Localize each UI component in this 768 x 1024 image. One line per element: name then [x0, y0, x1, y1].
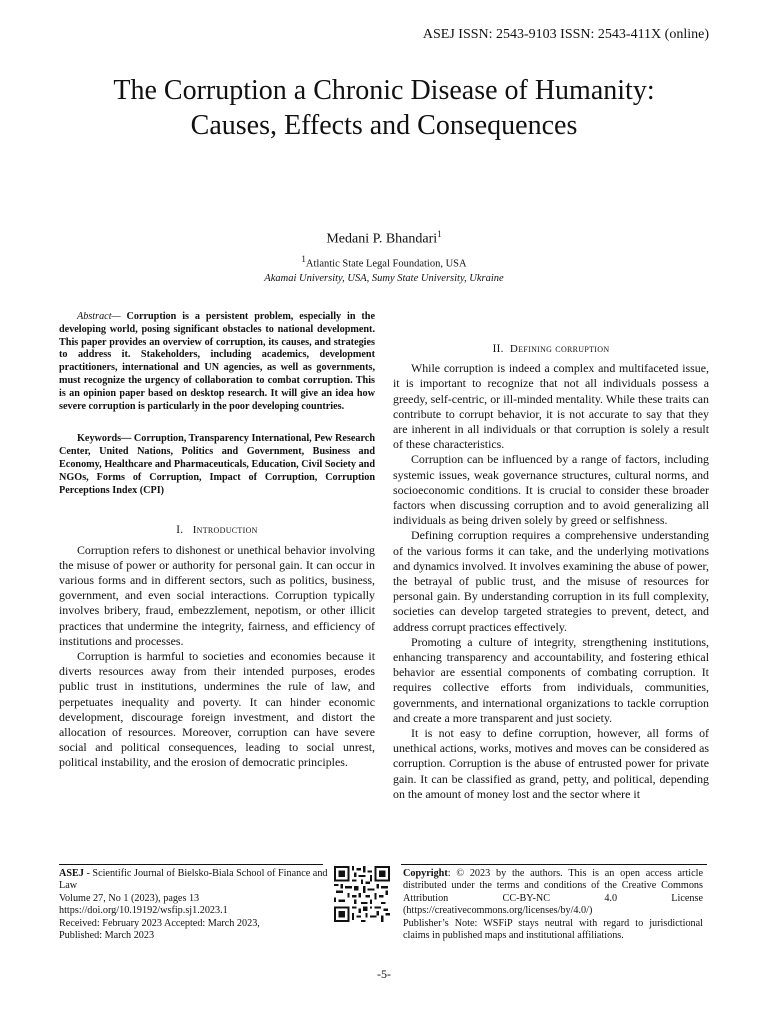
author-name: Medani P. Bhandari$^1$	[326, 229, 442, 247]
right-column	[393, 342, 709, 802]
issn-header: ASEJ ISSN: 2543-9103 ISSN: 2543-411X (online)	[422, 27, 709, 42]
paragraph: Promoting a culture of integrity, strengthening institutions, enhancing transparency and accountability, and fostering ethical behavior are essential components of combating corruption. It requires collective efforts from individuals, communities, governments, and international organizations to tackle corruption and create a more transparent and just society.	[393, 634, 709, 725]
publisher-note: Publisher’s Note: WSFiP stays neutral with regard to jurisdictional claims in published maps and institutional affiliations.	[403, 917, 703, 942]
paper-title	[40, 73, 728, 143]
paragraph: Corruption can be influenced by a range of factors, including systemic issues, weak governance structures, cultural norms, and socioeconomic conditions. It is crucial to consider these broader factors when discussing corruption and to avoid generalizing all individuals as being driven solely by greed or selfishness.	[393, 452, 709, 528]
section-heading-introduction: I. Introduction	[176, 524, 258, 537]
doi-link[interactable]: https://doi.org/10.19192/wsfip.sj1.2023.1	[59, 905, 228, 917]
left-column	[59, 311, 375, 771]
page-number: -5-	[377, 967, 391, 981]
keywords: Keywords— Corruption, Transparency International, Pew Research Center, United Nations, Politics and Government, Business and Economy, Healthcare and Pharmaceuticals, Education, Civil Society and NGOs, Forms of Corruption, Impact of Corruption, Corruption Perceptions Index (CPI)	[59, 433, 375, 496]
paragraph: It is not easy to define corruption, however, all forms of unethical actions, works, motives and moves can be considered as corruption. Corruption is the abuse of entrusted power for private gain. It can be classified as grand, petty, and political, depending on the amount of money lost and the sector where it	[393, 726, 709, 801]
abstract: Abstract— Corruption is a persistent problem, especially in the developing world, posing significant obstacles to national development. This paper provides an overview of corruption, its causes, and strategies to address it. Stakeholders, including academics, development practitioners, international and UN agencies, as well as governments, must recognize the urgency of collaboration to combat corruption. This is an opinion paper based on desktop research. It will give an idea how severe corruption is particularly in the poor developing countries.	[59, 311, 375, 412]
paragraph: Defining corruption requires a comprehensive understanding of the various forms it can take, and the underlying motivations and dynamics involved. It involves examining the abuse of power, the betrayal of public trust, and the misuse of resources for personal gain. By understanding corruption in its full complexity, societies can develop targeted strategies to prevent, detect, and address corrupt practices effectively.	[393, 528, 709, 634]
section-heading-defining-corruption: II. Defining corruption	[492, 343, 610, 355]
footer-divider-right	[401, 864, 707, 865]
footer-divider-left	[59, 864, 323, 865]
paragraph: Corruption is harmful to societies and economies because it diverts resources away from their intended purposes, erodes public trust in institutions, undermines the rule of law, and perpetuates inequality and poverty. It can hinder economic development, discourage foreign investment, and distort the allocation of resources. Moreover, corruption can have severe social and political consequences, leading to social unrest, political instability, and the erosion of democratic principles.	[59, 648, 375, 770]
title-line-2: Causes, Effects and Consequences	[190, 110, 578, 141]
copyright-notice: Copyright: © 2023 by the authors. This is an open access article distributed under the terms and conditions of the Creative Commons Attribution CC-BY-NC 4.0 License (https://creativecommons.org/licenses/by/4.0/) Publisher’s Note: WSFiP stays neutral with regard to jurisdictional claims in published maps and institutional affiliations.	[403, 868, 703, 942]
author-affiliation: $^1$Atlantic State Legal Foundation, USA Akamai University, USA, Sumy State University, Ukraine	[264, 254, 504, 284]
journal-info: ASEJ - Scientific Journal of Bielsko-Biala School of Finance and Law Volume 27, No 1 (2023), pages 13 https://doi.org/10.19192/wsfip.sj1.2023.1 Received: February 2023 Accepted: March 2023, Published: March 2023	[59, 868, 328, 942]
qr-code-icon	[334, 866, 390, 922]
title-line-1: The Corruption a Chronic Disease of Humanity:	[113, 75, 655, 106]
paragraph: Corruption refers to dishonest or unethical behavior involving the misuse of power or authority for personal gain. It can occur in various forms and in different sectors, such as politics, business, government, and even social interactions. Corruption typically involves bribery, fraud, embezzlement, nepotism, or other illicit practices that undermine the integrity, fairness, and efficiency of institutions and processes.	[59, 542, 375, 648]
paragraph: While corruption is indeed a complex and multifaceted issue, it is important to recognize that not all individuals possess a greedy, self-centric, or ill-minded mentality. While these traits can contribute to corrupt behavior, it is not accurate to say that they are inherent in all individuals or that corruption is solely a result of these characteristics.	[393, 361, 709, 452]
